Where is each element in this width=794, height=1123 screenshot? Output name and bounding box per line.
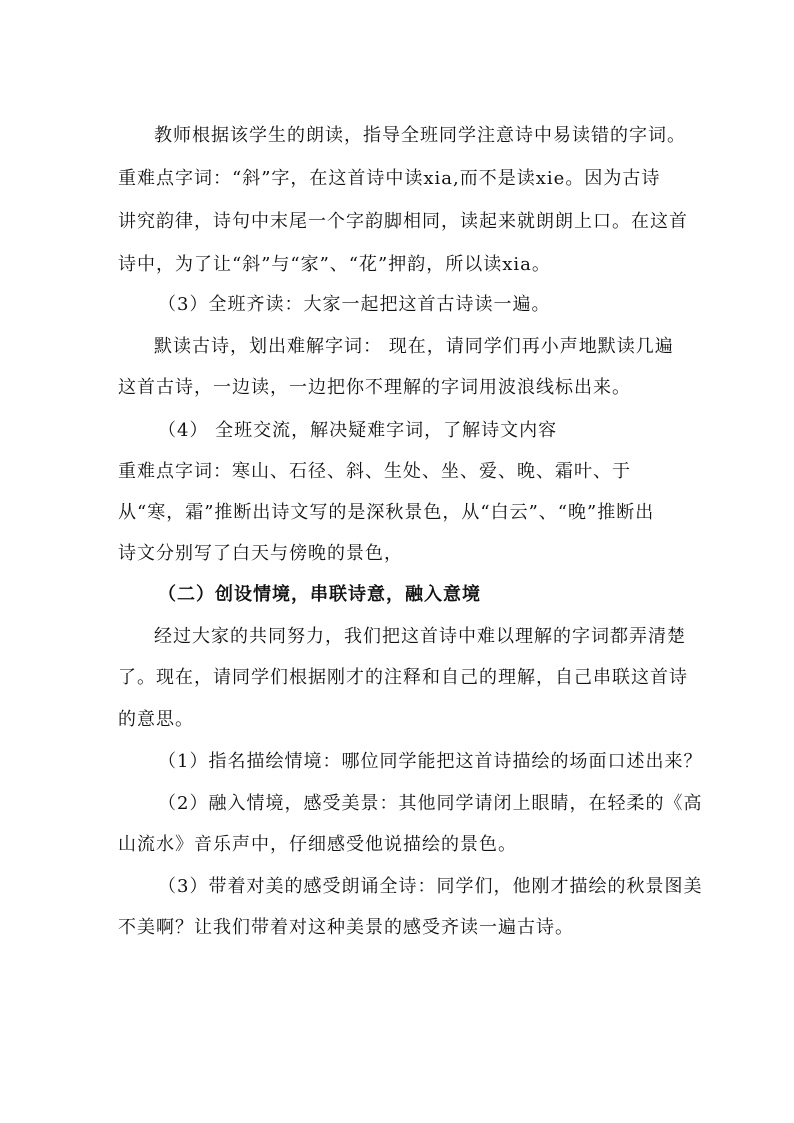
paragraph-line: 诗中，为了让“斜”与“家”、“花”押韵，所以读xia。: [118, 254, 551, 275]
paragraph-line: 山流水》音乐声中，仔细感受他说描绘的景色。: [118, 834, 517, 855]
paragraph-line: 讲究韵律，诗句中末尾一个字韵脚相同，读起来就朗朗上口。在这首: [118, 211, 688, 232]
paragraph-line: （2）融入情境，感受美景：其他同学请闭上眼睛，在轻柔的《高: [158, 793, 703, 814]
paragraph-line: 教师根据该学生的朗读，指导全班同学注意诗中易读错的字词。: [154, 125, 686, 146]
paragraph-line: 的意思。: [118, 709, 194, 730]
paragraph-line: 默读古诗，划出难解字词： 现在，请同学们再小声地默读几遍: [154, 336, 674, 357]
paragraph-line: （3）带着对美的感受朗诵全诗：同学们，他刚才描绘的秋景图美: [158, 876, 703, 897]
paragraph-line: 重难点字词：寒山、石径、斜、生处、坐、爱、晚、霜叶、于: [118, 461, 631, 482]
paragraph-line: 诗文分别写了白天与傍晚的景色，: [118, 543, 403, 564]
paragraph-line: 从“寒，霜”推断出诗文写的是深秋景色，从“白云”、“晚”推断出: [118, 502, 655, 523]
section-heading: （二）创设情境，串联诗意，融入意境: [158, 584, 481, 605]
paragraph-line: 重难点字词：“斜”字，在这首诗中读xia,而不是读xie。因为古诗: [118, 168, 661, 189]
paragraph-line: （1）指名描绘情境：哪位同学能把这首诗描绘的场面口述出来？: [158, 751, 703, 772]
paragraph-line: （3）全班齐读：大家一起把这首古诗读一遍。: [158, 294, 551, 315]
paragraph-line: 经过大家的共同努力，我们把这首诗中难以理解的字词都弄清楚: [154, 626, 686, 647]
paragraph-line: 不美啊？让我们带着对这种美景的感受齐读一遍古诗。: [118, 917, 574, 938]
paragraph-line: （4） 全班交流，解决疑难字词，了解诗文内容: [158, 420, 558, 441]
paragraph-line: 了。现在，请同学们根据刚才的注释和自己的理解，自己串联这首诗: [118, 667, 688, 688]
paragraph-line: 这首古诗，一边读，一边把你不理解的字词用波浪线标出来。: [118, 377, 631, 398]
